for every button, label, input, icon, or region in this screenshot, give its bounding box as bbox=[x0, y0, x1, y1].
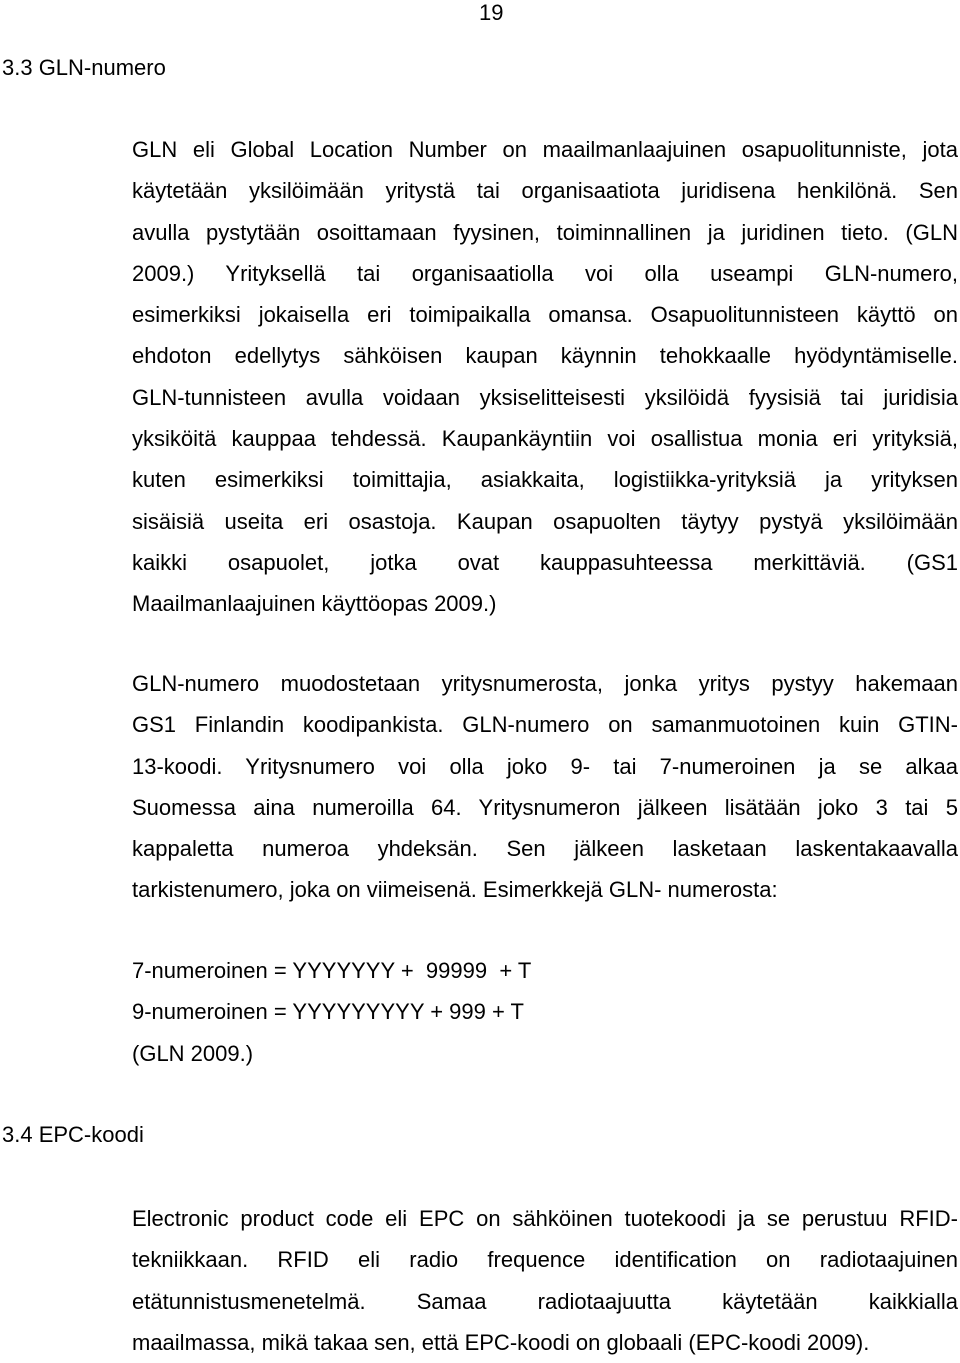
text-line: etätunnistusmenetelmä. Samaa radiotaajuutta käytetään kaikkialla bbox=[132, 1288, 958, 1314]
text-line: avulla pystytään osoittamaan fyysinen, toiminnallinen ja juridinen tieto. (GLN bbox=[132, 219, 958, 245]
text-line: Suomessa aina numeroilla 64. Yritysnumeron jälkeen lisätään joko 3 tai 5 bbox=[132, 794, 958, 820]
text-line: GLN-numero muodostetaan yritysnumerosta, jonka yritys pystyy hakemaan bbox=[132, 671, 958, 696]
text-line: 13-koodi. Yritysnumero voi olla joko 9- tai 7-numeroinen ja se alkaa bbox=[132, 753, 958, 779]
text-line: kuten esimerkiksi toimittajia, asiakkaita, logistiikka-yrityksiä ja yrityksen bbox=[132, 467, 958, 493]
text-line: sisäisiä useita eri osastoja. Kaupan osapuolten täytyy pystyä yksilöimään bbox=[132, 508, 958, 534]
text-line: kappaletta numeroa yhdeksän. Sen jälkeen lasketaan laskentakaavalla bbox=[132, 836, 958, 862]
text-line: yksiköitä kauppaa tehdessä. Kaupankäyntiin voi osallistua monia eri yrityksiä, bbox=[132, 426, 958, 452]
text-line: esimerkiksi jokaisella eri toimipaikalla omansa. Osapuolitunnisteen käyttö on bbox=[132, 302, 958, 328]
text-line: tekniikkaan. RFID eli radio frequence identification on radiotaajuinen bbox=[132, 1247, 958, 1273]
text-line: GLN eli Global Location Number on maailmanlaajuinen osapuolitunniste, jota bbox=[132, 137, 958, 162]
paragraph-epc-definition bbox=[132, 1198, 958, 1363]
gln-examples bbox=[132, 950, 958, 1074]
text-line: kaikki osapuolet, jotka ovat kauppasuhteessa merkittäviä. (GS1 bbox=[132, 549, 958, 575]
text-line: GS1 Finlandin koodipankista. GLN-numero on samanmuotoinen kuin GTIN- bbox=[132, 712, 958, 738]
text-line: Electronic product code eli EPC on sähköinen tuotekoodi ja se perustuu RFID- bbox=[132, 1206, 958, 1231]
text-line: ehdoton edellytys sähköisen kaupan käynnin tehokkaalle hyödyntämiselle. bbox=[132, 343, 958, 369]
paragraph-gln-structure bbox=[132, 663, 958, 911]
text-line: GLN-tunnisteen avulla voidaan yksiselitteisesti yksilöidä fyysisiä tai juridisia bbox=[132, 384, 958, 410]
text-line: käytetään yksilöimään yritystä tai organisaatiota juridisena henkilönä. Sen bbox=[132, 178, 958, 204]
paragraph-gln-definition bbox=[132, 129, 958, 625]
text-line: maailmassa, mikä takaa sen, että EPC-koodi on globaali (EPC-koodi 2009). bbox=[132, 1329, 870, 1355]
example-line: 9-numeroinen = YYYYYYYYY + 999 + T bbox=[132, 999, 524, 1025]
example-line: 7-numeroinen = YYYYYYY + 99999 + T bbox=[132, 958, 532, 983]
text-line: 2009.) Yrityksellä tai organisaatiolla voi olla useampi GLN-numero, bbox=[132, 260, 958, 286]
section-heading-gln: 3.3 GLN-numero bbox=[2, 55, 166, 80]
citation-line: (GLN 2009.) bbox=[132, 1040, 254, 1066]
page-number: 19 bbox=[479, 0, 504, 25]
text-line: Maailmanlaajuinen käyttöopas 2009.) bbox=[132, 591, 497, 617]
text-line: tarkistenumero, joka on viimeisenä. Esimerkkejä GLN- numerosta: bbox=[132, 877, 778, 903]
section-heading-epc: 3.4 EPC-koodi bbox=[2, 1122, 144, 1147]
